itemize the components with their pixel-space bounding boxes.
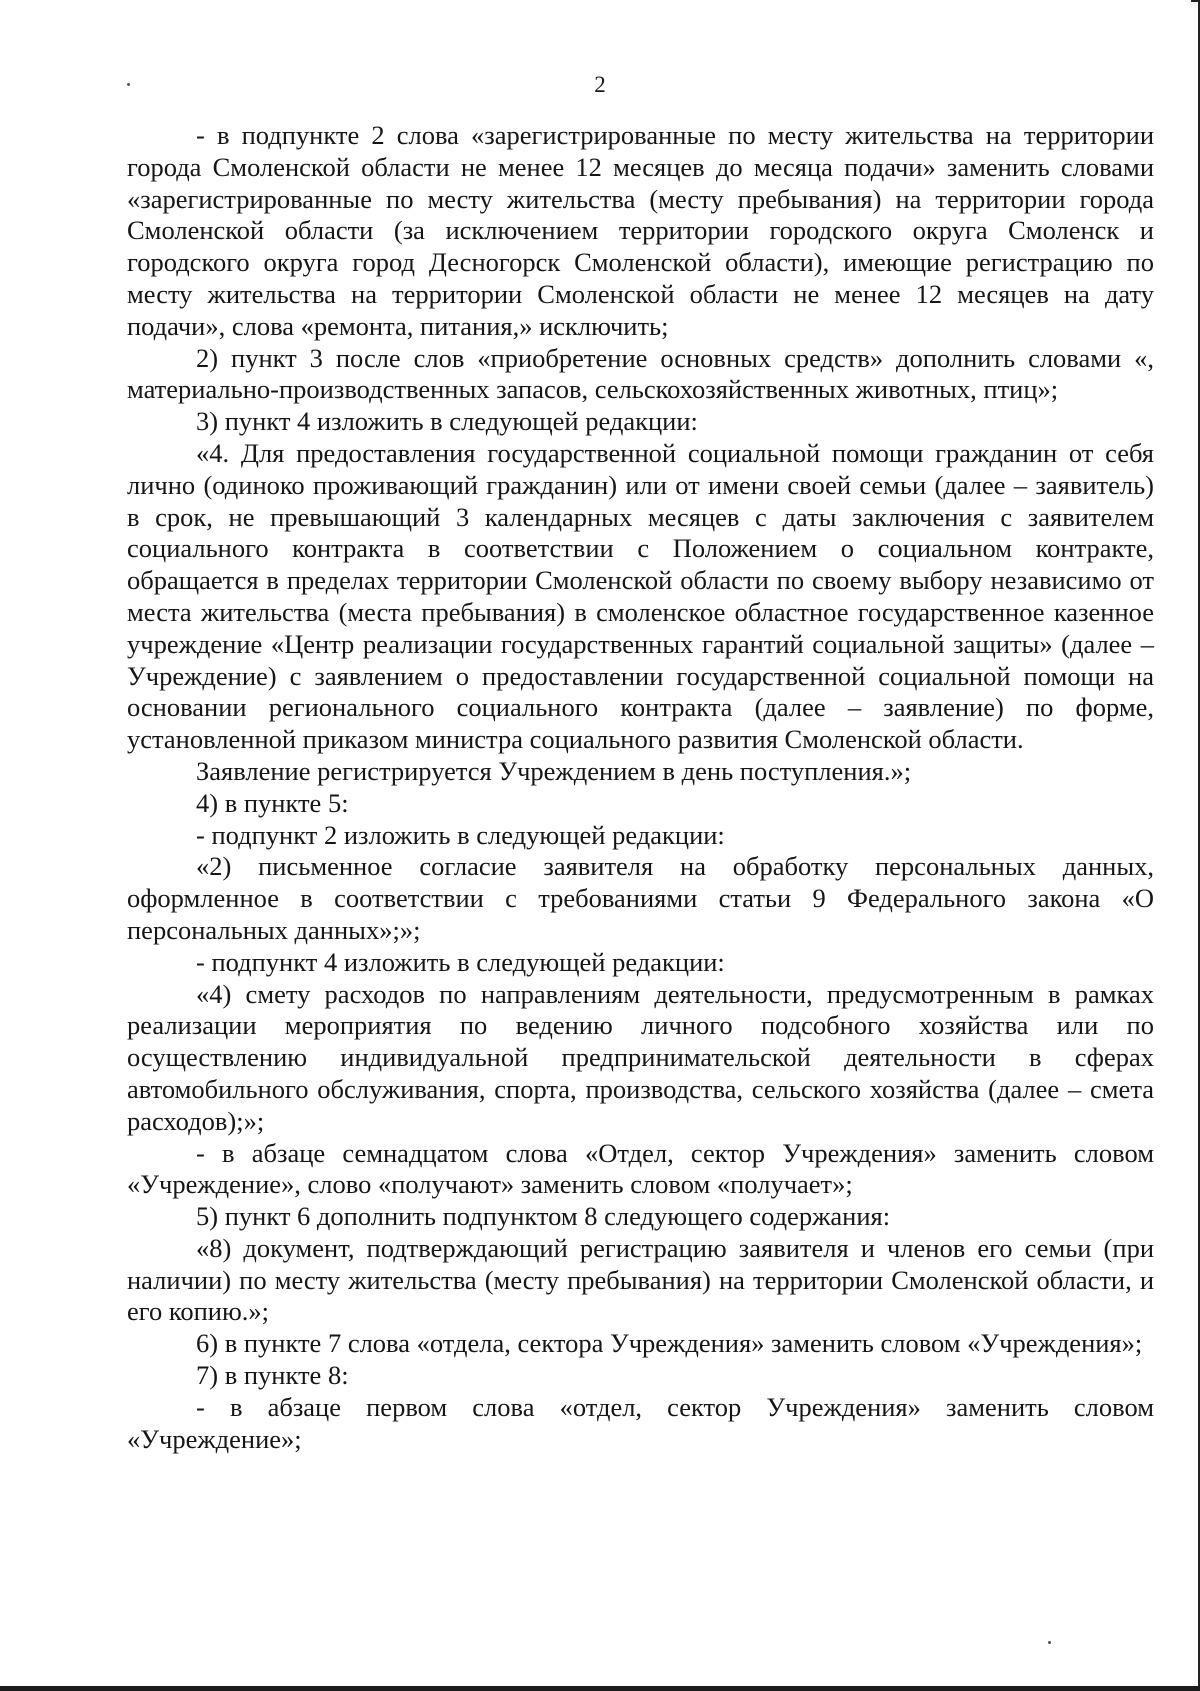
paragraph: - в абзаце семнадцатом слова «Отдел, сектор Учреждения» заменить словом «Учреждение», слово «получают» заменить словом «получает»; — [127, 1137, 1154, 1200]
paragraph: - в подпункте 2 слова «зарегистрированные по месту жительства на территории города Смоленской области не менее 12 месяцев до месяца подачи» заменить словами «зарегистрированные по месту жительства (месту пребывания) на территории города Смоленской области (за исключением территории городского округа Смоленск и городского округа город Десногорск Смоленской области), имеющие регистрацию по месту жительства на территории Смоленской области не менее 12 месяцев на дату подачи», слова «ремонта, питания,» исключить; — [127, 120, 1154, 341]
page-number: 2 — [594, 72, 606, 97]
paragraph: - подпункт 4 изложить в следующей редакции: — [196, 946, 725, 977]
paragraph: 4) в пункте 5: — [196, 787, 349, 818]
paragraph: 5) пункт 6 дополнить подпунктом 8 следующего содержания: — [196, 1201, 891, 1232]
paragraph: «2) письменное согласие заявителя на обработку персональных данных, оформленное в соответствии с требованиями статьи 9 Федерального закона «О персональных данных»;»; — [127, 851, 1154, 945]
paragraph: Заявление регистрируется Учреждением в день поступления.»; — [196, 755, 912, 786]
scan-edge-bottom — [0, 1686, 1200, 1691]
scan-edge-corner — [1191, 0, 1198, 2]
paragraph: 2) пункт 3 после слов «приобретение основных средств» дополнить словами «, материально-производственных запасов, сельскохозяйственных животных, птиц»; — [127, 342, 1154, 405]
paragraph: «4. Для предоставления государственной социальной помощи гражданин от себя лично (одиноко проживающий гражданин) или от имени своей семьи (далее – заявитель) в срок, не превышающий 3 календарных месяцев с даты заключения с заявителем социального контракта в соответствии с Положением о социальном контракте, обращается в пределах территории Смоленской области по своему выбору независимо от места жительства (места пребывания) в смоленское областное государственное казенное учреждение «Центр реализации государственных гарантий социальной защиты» (далее – Учреждение) с заявлением о предоставлении государственной социальной помощи на основании регионального социального контракта (далее – заявление) по форме, установленной приказом министра социального развития Смоленской области. — [127, 437, 1154, 755]
paragraph: - в абзаце первом слова «отдел, сектор Учреждения» заменить словом «Учреждение»; — [127, 1391, 1154, 1454]
document-body — [127, 120, 1154, 1455]
scan-speck — [1048, 1641, 1051, 1644]
paragraph: 7) в пункте 8: — [196, 1360, 349, 1391]
paragraph: - подпункт 2 изложить в следующей редакции: — [196, 819, 725, 850]
paragraph: 6) в пункте 7 слова «отдела, сектора Учреждения» заменить словом «Учреждения»; — [196, 1328, 1143, 1359]
paragraph: «8) документ, подтверждающий регистрацию заявителя и членов его семьи (при наличии) по месту жительства (месту пребывания) на территории Смоленской области, и его копию.»; — [127, 1232, 1154, 1327]
paragraph: 3) пункт 4 изложить в следующей редакции: — [196, 406, 698, 437]
paragraph: «4) смету расходов по направлениям деятельности, предусмотренным в рамках реализации мероприятия по ведению личного подсобного хозяйства или по осуществлению индивидуальной предпринимательской деятельности в сферах автомобильного обслуживания, спорта, производства, сельского хозяйства (далее – смета расходов);»; — [127, 978, 1154, 1136]
